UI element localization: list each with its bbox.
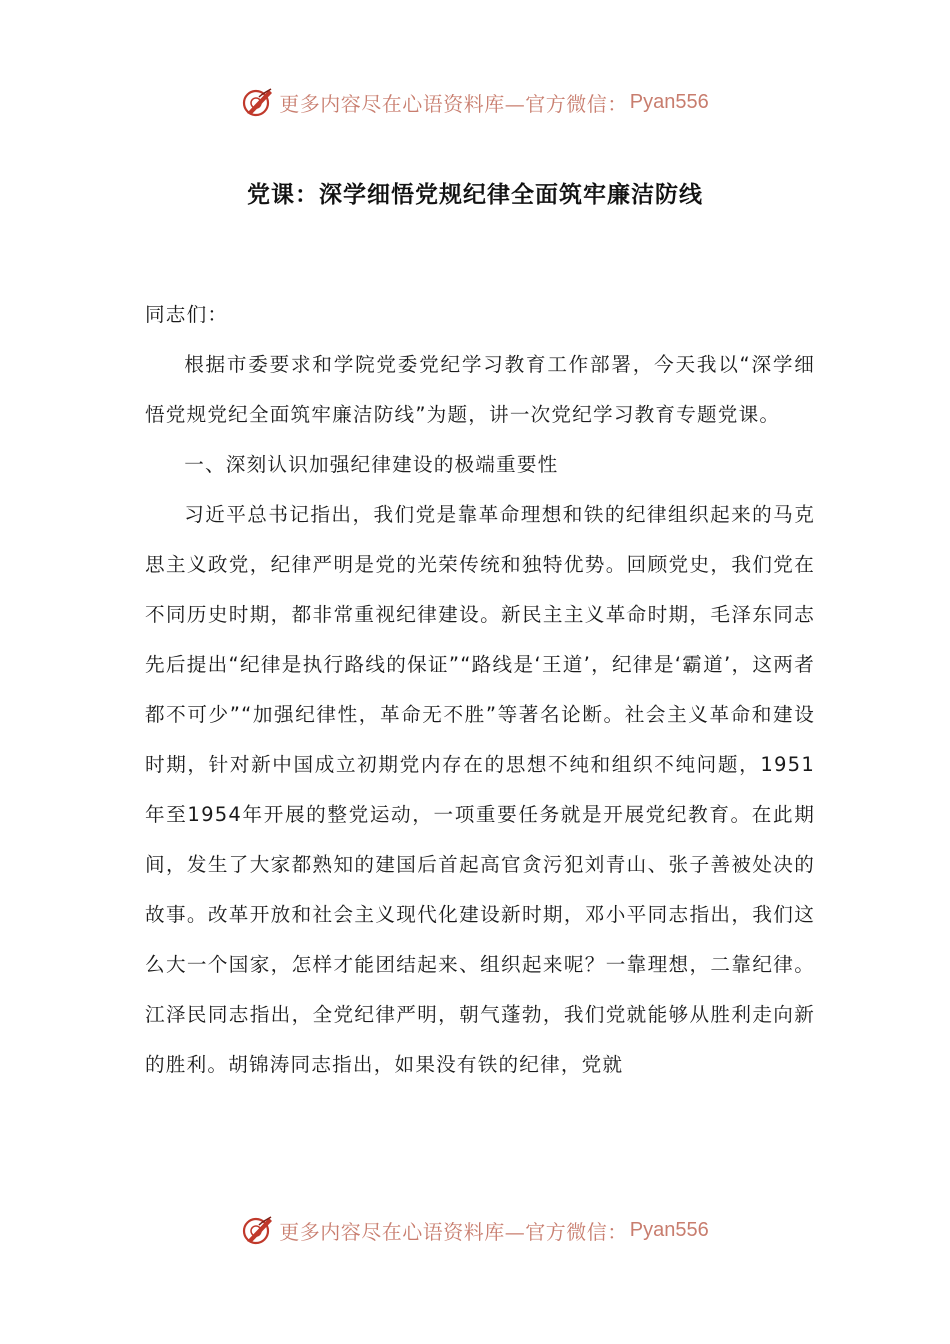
document-body	[145, 290, 815, 1090]
section-heading: 一、深刻认识加强纪律建设的极端重要性	[184, 453, 559, 476]
salutation: 同志们：	[145, 303, 229, 326]
quill-logo-icon	[241, 1213, 275, 1247]
banner-handle: Pyan556	[629, 1218, 709, 1241]
paragraph: 习近平总书记指出，我们党是靠革命理想和铁的纪律组织起来的马克思主义政党，纪律严明是党的光荣传统和独特优势。回顾党史，我们党在不同历史时期，都非常重视纪律建设。新民主主义革命时期，毛泽东同志先后提出“纪律是执行路线的保证”“路线是‘王道’，纪律是‘霸道’，这两者都不可少”“加强纪律性，革命无不胜”等著名论断。社会主义革命和建设时期，针对新中国成立初期党内存在的思想不纯和组织不纯问题，1951年至1954年开展的整党运动，一项重要任务就是开展党纪教育。在此期间，发生了大家都熟知的建国后首起高官贪污犯刘青山、张子善被处决的故事。改革开放和社会主义现代化建设新时期，邓小平同志指出，我们这么大一个国家，怎样才能团结起来、组织起来呢？一靠理想，二靠纪律。江泽民同志指出，全党纪律严明，朝气蓬勃，我们党就能够从胜利走向新的胜利。胡锦涛同志指出，如果没有铁的纪律，党就	[145, 503, 815, 1076]
quill-logo-icon	[241, 85, 275, 119]
banner-handle: Pyan556	[629, 90, 709, 113]
footer-banner	[0, 1210, 950, 1250]
banner-text: 更多内容尽在心语资料库—官方微信：	[279, 91, 628, 116]
header-banner	[0, 82, 950, 122]
document-title: 党课：深学细悟党规纪律全面筑牢廉洁防线	[247, 182, 703, 208]
paragraph: 根据市委要求和学院党委党纪学习教育工作部署，今天我以“深学细悟党规党纪全面筑牢廉洁防线”为题，讲一次党纪学习教育专题党课。	[145, 353, 815, 426]
banner-text: 更多内容尽在心语资料库—官方微信：	[279, 1219, 628, 1244]
